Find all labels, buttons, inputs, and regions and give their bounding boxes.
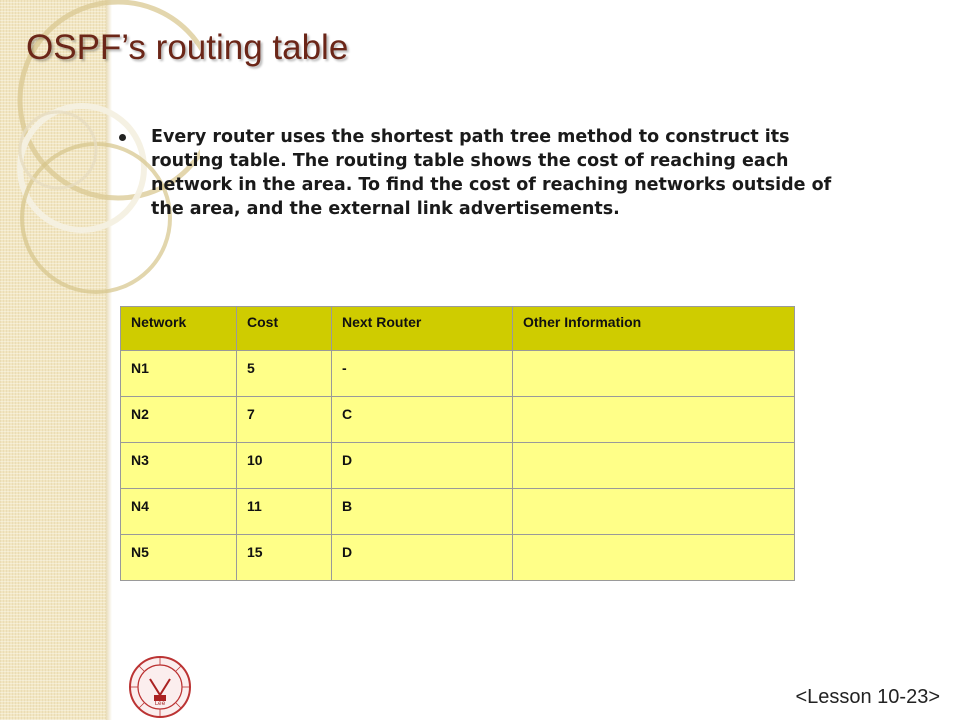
- cell-cost: 7: [237, 397, 332, 443]
- cell-other-information: [513, 397, 795, 443]
- cell-cost: 5: [237, 351, 332, 397]
- header-other-information: Other Information: [513, 307, 795, 351]
- header-network: Network: [121, 307, 237, 351]
- cell-network: N2: [121, 397, 237, 443]
- header-cost: Cost: [237, 307, 332, 351]
- cell-other-information: [513, 351, 795, 397]
- cell-next-router: C: [332, 397, 513, 443]
- cell-network: N5: [121, 535, 237, 581]
- table-row: [121, 535, 795, 581]
- cell-cost: 10: [237, 443, 332, 489]
- table-row: [121, 351, 795, 397]
- cell-network: N3: [121, 443, 237, 489]
- bullet-dot-icon: [119, 134, 126, 141]
- bullet-text: Every router uses the shortest path tree method to construct its routing table. The routing table shows the cost of reaching each network in the area. To find the cost of reaching networks outside of the area, and the external link advertisements.: [151, 127, 832, 219]
- cell-other-information: [513, 489, 795, 535]
- routing-table: [120, 306, 795, 581]
- cell-cost: 11: [237, 489, 332, 535]
- slide-title: OSPF’s routing table: [26, 28, 349, 67]
- table-header-row: [121, 307, 795, 351]
- seal-label: Lee: [154, 700, 166, 707]
- bullet-item: [151, 125, 851, 221]
- cell-cost: 15: [237, 535, 332, 581]
- cell-next-router: D: [332, 443, 513, 489]
- cell-next-router: B: [332, 489, 513, 535]
- university-seal-logo: [128, 655, 192, 719]
- cell-next-router: -: [332, 351, 513, 397]
- table-row: [121, 443, 795, 489]
- header-next-router: Next Router: [332, 307, 513, 351]
- cell-network: N1: [121, 351, 237, 397]
- bullet-list: [151, 125, 851, 221]
- cell-other-information: [513, 443, 795, 489]
- cell-other-information: [513, 535, 795, 581]
- lesson-footer: <Lesson 10-23>: [795, 686, 940, 708]
- middle-ring: [20, 106, 144, 230]
- cell-network: N4: [121, 489, 237, 535]
- cell-next-router: D: [332, 535, 513, 581]
- table-row: [121, 397, 795, 443]
- table-row: [121, 489, 795, 535]
